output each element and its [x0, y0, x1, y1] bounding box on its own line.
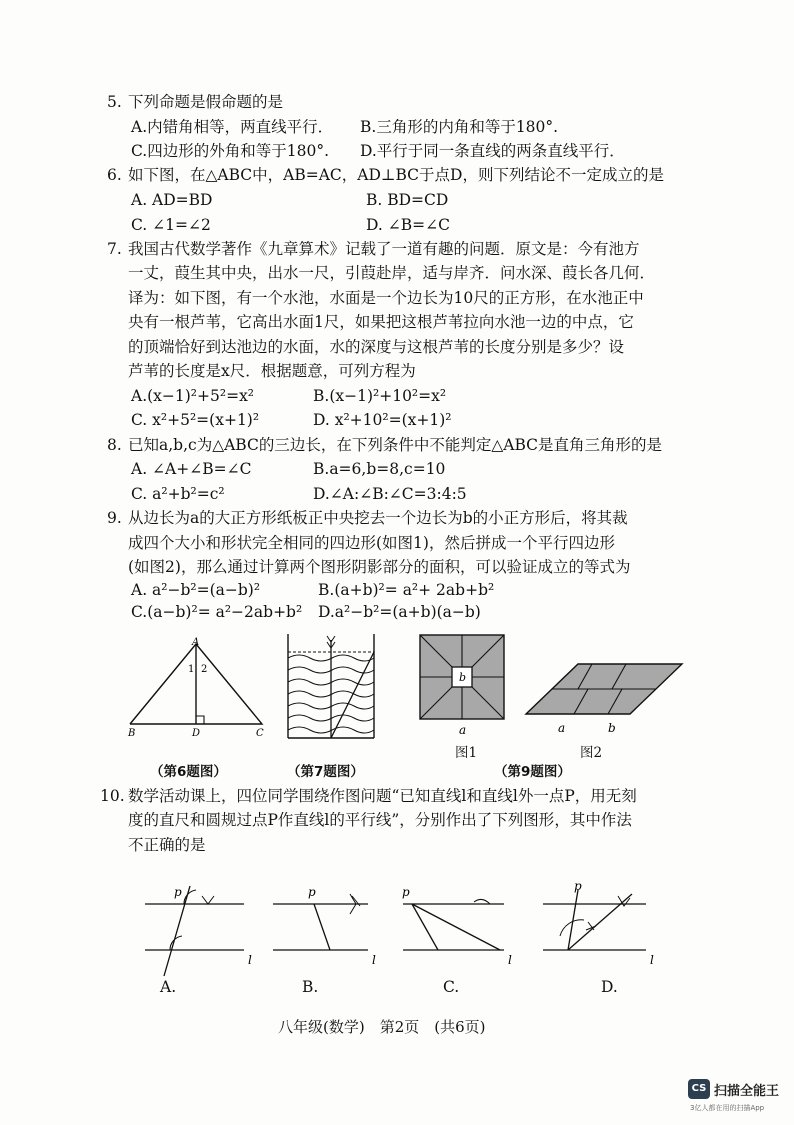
fig9-1-label-a: a: [459, 723, 467, 737]
q7-option-a: A.(x−1)²+5²=x²: [131, 387, 255, 405]
q7-option-d: D. x²+10²=(x+1)²: [313, 411, 452, 429]
q5-option-a: A.内错角相等，两直线平行．: [131, 118, 334, 136]
q7-option-c: C. x²+5²=(x+1)²: [131, 411, 260, 429]
figure-7-caption: （第7题图）: [287, 764, 364, 780]
figure-9-1-label: 图1: [455, 745, 478, 761]
q9-line-2: 成四个大小和形状完全相同的四边形(如图1)，然后拼成一个平行四边形: [128, 534, 615, 552]
figure-7-pool: [283, 632, 379, 744]
q7-line-3: 译为：如下图，有一个水池，水面是一个边长为10尺的正方形，在水池正中: [128, 289, 644, 307]
fig9-2-label-a: a: [558, 721, 566, 735]
fig6-label-c: C: [256, 728, 264, 739]
figure-9-2-parallelogram: [522, 658, 687, 738]
q10-figure-b: [268, 880, 388, 970]
q9-number: 9.: [107, 509, 122, 527]
q10c-label-l: l: [508, 953, 512, 967]
fig6-label-b: B: [128, 728, 136, 739]
q7-line-2: 一丈，葭生其中央，出水一尺，引葭赴岸，适与岸齐．问水深、葭长各几何．: [128, 264, 656, 282]
q6-stem: 如下图，在△ABC中，AB=AC，AD⊥BC于点D，则下列结论不一定成立的是: [128, 166, 664, 184]
q7-line-4: 央有一根芦苇，它高出水面1尺，如果把这根芦苇拉向水池一边的中点，它: [128, 313, 634, 331]
q7-line-5: 的顶端恰好到达池边的水面，水的深度与这根芦苇的长度分别是多少？设: [128, 338, 625, 356]
q6-option-a: A. AD=BD: [131, 191, 213, 209]
q6-option-c: C. ∠1=∠2: [131, 216, 211, 234]
watermark-name: 扫描全能王: [714, 1084, 780, 1099]
q8-option-a: A. ∠A+∠B=∠C: [131, 460, 252, 478]
q8-number: 8.: [107, 436, 122, 454]
q10-choice-c: C.: [443, 978, 460, 996]
q10-figure-a: [140, 880, 265, 970]
q5-stem: 下列命题是假命题的是: [128, 93, 284, 111]
q10d-label-l: l: [650, 953, 654, 967]
q10b-label-l: l: [372, 953, 376, 967]
q7-line-6: 芦苇的长度是x尺．根据题意，可列方程为: [128, 362, 416, 380]
fig9-2-label-b: b: [608, 721, 616, 735]
q5-number: 5.: [107, 93, 122, 111]
q10-line-2: 度的直尺和圆规过点P作直线l的平行线”，分别作出了下列图形，其中作法: [128, 811, 632, 829]
q9-option-b: B.(a+b)²= a²+ 2ab+b²: [318, 581, 495, 599]
figure-9-1-square: [416, 632, 516, 742]
q5-option-c: C.四边形的外角和等于180°.: [131, 142, 329, 160]
q8-option-b: B.a=6,b=8,c=10: [313, 460, 446, 478]
page-footer: 八年级(数学) 第2页 (共6页): [278, 1018, 486, 1036]
q10b-label-p: p: [308, 885, 316, 899]
fig6-label-1: 1: [188, 664, 195, 675]
q10a-label-p: p: [174, 885, 182, 899]
q7-line-1: 我国古代数学著作《九章算术》记载了一道有趣的问题．原文是：今有池方: [128, 240, 640, 258]
q10-figure-d: [538, 880, 663, 970]
fig9-1-label-b: b: [459, 671, 467, 684]
watermark-tagline: 3亿人都在用的扫描App: [690, 1104, 765, 1112]
q5-option-d: D.平行于同一条直线的两条直线平行．: [360, 142, 625, 160]
q10-figure-c: [398, 880, 523, 970]
figure-9-caption: （第9题图）: [494, 764, 571, 780]
q6-number: 6.: [107, 166, 122, 184]
q10-choice-a: A.: [160, 978, 177, 996]
fig6-label-d: D: [192, 728, 201, 739]
fig6-label-2: 2: [201, 664, 208, 675]
q10d-label-p: p: [574, 879, 582, 893]
q10-choice-b: B.: [302, 978, 319, 996]
q10-number: 10.: [100, 787, 125, 805]
q9-line-1: 从边长为a的大正方形纸板正中央挖去一个边长为b的小正方形后，将其裁: [128, 509, 628, 527]
q9-option-c: C.(a−b)²= a²−2ab+b²: [131, 603, 303, 621]
q7-option-b: B.(x−1)²+10²=x²: [313, 387, 447, 405]
q6-option-d: D. ∠B=∠C: [366, 216, 450, 234]
q9-option-d: D.a²−b²=(a+b)(a−b): [318, 603, 481, 621]
q5-option-b: B.三角形的内角和等于180°.: [360, 118, 559, 136]
figure-6-caption: （第6题图）: [150, 764, 227, 780]
q10a-label-l: l: [248, 953, 252, 967]
q10-line-1: 数学活动课上，四位同学围绕作图问题“已知直线l和直线l外一点P，用无刻: [128, 787, 637, 805]
figure-9-2-label: 图2: [580, 745, 603, 761]
q9-line-3: (如图2)，那么通过计算两个图形阴影部分的面积，可以验证成立的等式为: [128, 558, 631, 576]
q10-choice-d: D.: [601, 978, 618, 996]
q9-option-a: A. a²−b²=(a−b)²: [131, 581, 261, 599]
q8-option-c: C. a²+b²=c²: [131, 485, 225, 503]
q8-option-d: D.∠A:∠B:∠C=3:4:5: [313, 485, 467, 503]
camscanner-logo-icon: CS: [688, 1079, 710, 1099]
q6-option-b: B. BD=CD: [366, 191, 449, 209]
q8-stem: 已知a,b,c为△ABC的三边长，在下列条件中不能判定△ABC是直角三角形的是: [128, 436, 663, 454]
q10-line-3: 不正确的是: [128, 836, 206, 854]
q10c-label-p: p: [402, 885, 410, 899]
q7-number: 7.: [107, 240, 122, 258]
figure-6-triangle: [120, 632, 270, 739]
fig6-label-a: A: [192, 637, 200, 648]
